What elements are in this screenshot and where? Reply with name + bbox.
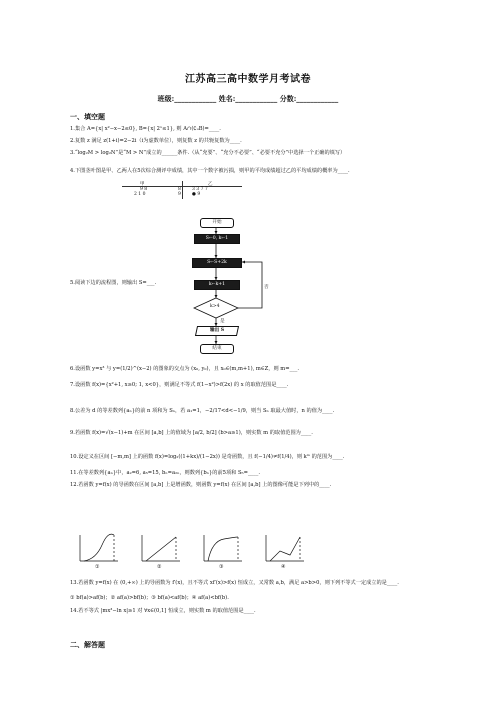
graph-2 [142,535,180,561]
flowchart-start [200,218,234,228]
graph-3-label: ③ [219,564,224,569]
question-13-options: ① bf(a)>af(b)；② af(a)>bf(b)；③ bf(a)<af(b)；④ af(a)<bf(b). [70,595,229,601]
graph-4-label: ④ [281,564,286,569]
stem-leaf-row-1-right: 3 3 7 7 [192,187,208,192]
question-2: 2.复数 z 满足 z(1+i)=2−2i（i为虚数单位），则复数 z 的共轭复数为____. [70,138,242,144]
graph-4 [266,535,304,561]
question-8: 8.公差为 d 的等差数列{aₙ}的前 n 项和为 Sₙ，若 a₁=1，−2/17<d<−1/9，则当 Sₙ 取最大值时，n 的值为____. [70,408,335,414]
stem-leaf-row-2-stem: 9 [178,192,181,197]
question-1: 1.集合 A={x| x²−x−2≤0}, B={x| 2ˣ≤1}, 则 A∩(∁ᵤB)=____. [70,126,221,132]
flowchart-init-label: S←0, k←1 [205,236,229,241]
stem-leaf-right-title: 乙 [208,182,213,187]
question-12-graphs [70,531,320,569]
section-solve: 二、解答题 [70,640,105,649]
question-11: 11.在等差数列{aₙ}中，a₂=6, a₅=15, bₙ=a₂ₙ，则数列{bₙ}的前5项和 S₅=____. [70,470,260,476]
flowchart-condition: k>4 [210,304,220,309]
stem-leaf-vertical [182,181,183,199]
question-12: 12.若函数 y=f(x) 的导函数在区间 [a,b] 上是增函数，则函数 y=f(x) 在区间 [a,b] 上的图像可能是下列中的____. [70,482,332,488]
question-4: 4.下图茎叶图是甲、乙两人在5次综合测评中成绩，其中一个数字被污损，则甲的平均成绩超过乙的平均成绩的概率为____. [70,168,350,174]
flowchart-output-label: 输出 S [209,328,225,333]
graph-1-label: ① [95,564,100,569]
flowchart-update-s-label: S←S+2k [207,260,227,265]
stem-leaf-row-1-stem: 8 [178,187,181,192]
question-6: 6.设函数 y=x³ 与 y=(1/2)^(x−2) 的图象的交点为 (x₀, y₀)，且 x₀∈(m,m+1), m∈Z，则 m=___. [70,366,299,372]
question-10: 10.设定义在区间 [−m,m] 上的函数 f(x)=log₂((1+kx)/(1−2x)) 是奇函数，且 f(−1/4)≠f(1/4)，则 kᵐ 的范围为____. [70,454,345,460]
flowchart-update-s [192,258,242,268]
flowchart [186,214,296,356]
flowchart-output [195,326,239,336]
stem-leaf-left-title: 甲 [140,182,145,187]
flowchart-start-label: 开始 [212,220,222,225]
graph-3 [204,535,242,561]
flowchart-init [194,234,240,244]
flowchart-no: 否 [264,285,269,290]
flowchart-yes: 是 [220,319,225,324]
flowchart-update-k-label: k←k+1 [208,282,226,287]
question-9: 9.若函数 f(x)=√(x−1)+m 在区间 [a,b] 上的值域为 [a/2, b/2] (b>a≥1)，则实数 m 的取值范围为____. [70,430,313,436]
stem-leaf-row-2-left: 2 1 0 [134,192,146,197]
graph-1 [80,534,118,561]
question-13: 13.若函数 y=f(x) 在 (0,+∞) 上的导函数为 f′(x)，且不等式 xf′(x)>f(x) 恒成立，又常数 a,b，满足 a>b>0，则下列不等式一定成立的是____. [70,580,399,586]
question-7: 7.设函数 f(x)={x²+1, x≥0; 1, x<0}，则满足不等式 f(1−x²)>f(2x) 的 x 的取值范围是____. [70,382,289,388]
graph-2-label: ② [157,564,162,569]
section-fill-in: 一、填空题 [70,112,105,121]
student-info-line: 班级:____________ 姓名:____________ 分数:____________ [157,94,339,103]
flowchart-update-k [194,280,240,290]
stem-leaf-row-2-right: ● 9 [192,192,201,197]
question-14: 14.若不等式 |mx³−ln x|≥1 对 ∀x∈(0,1] 恒成立，则实数 m 的取值范围是____. [70,608,256,614]
page-title: 江苏高三高中数学月考试卷 [185,74,311,85]
stem-leaf-plot [122,181,242,199]
flowchart-end-label: 结束 [212,346,222,351]
question-5: 5.阅读下边的流程图，则输出 S=___. [70,280,157,286]
question-3: 3.“log₂M > log₂N”是“M > N”成立的______条件.（从“充要”、“充分不必要”、“必要不充分”中选择一个正确的填写） [70,150,346,156]
flowchart-end [200,344,234,354]
stem-leaf-row-1-left: 9 8 [140,187,148,192]
